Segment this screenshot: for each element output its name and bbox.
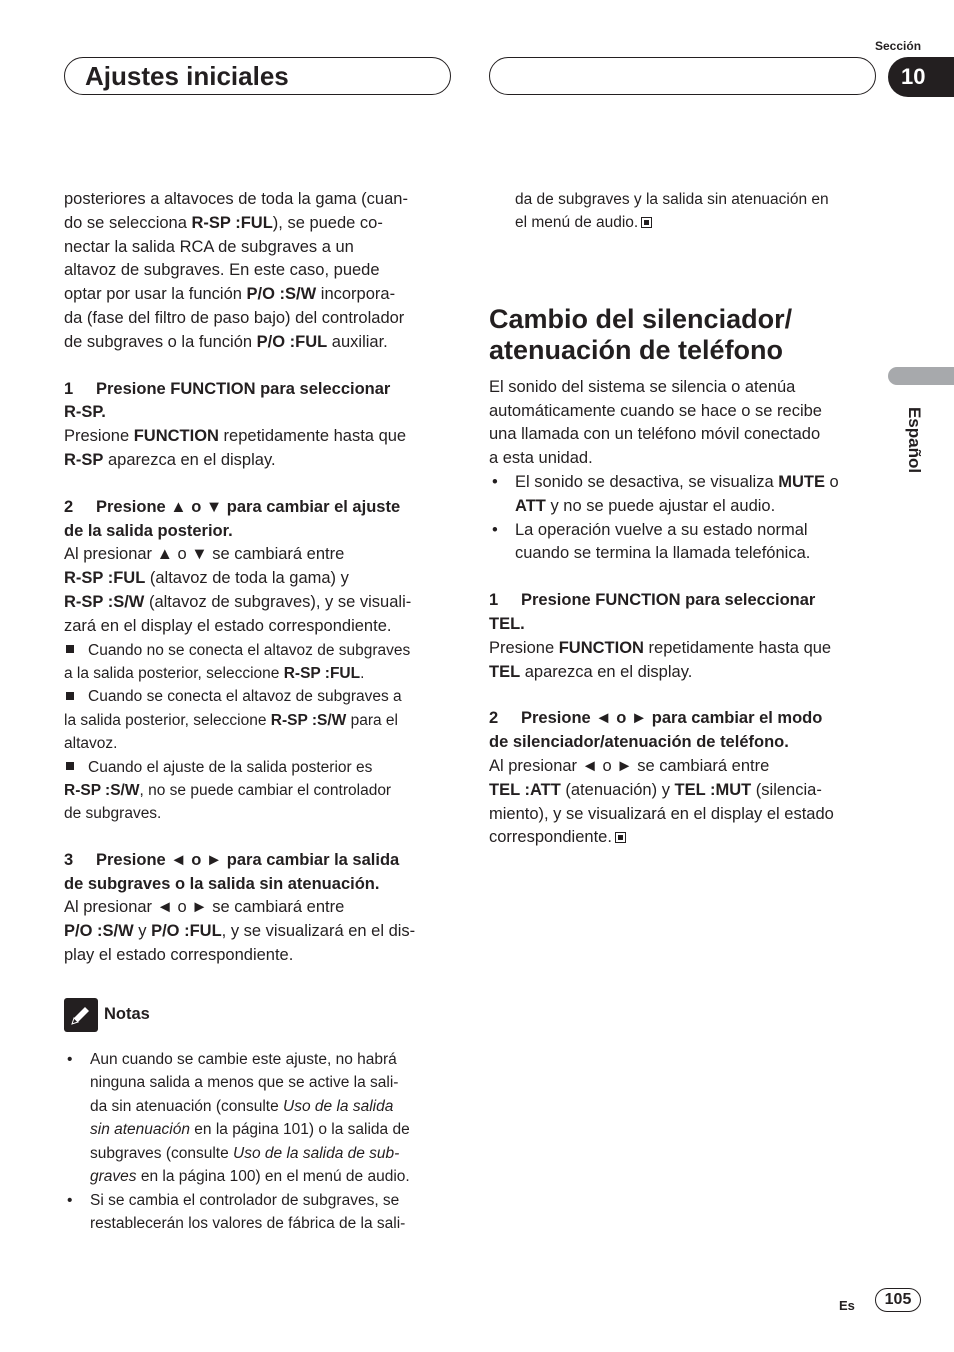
pencil-note-icon xyxy=(64,998,98,1032)
step-3-heading: 3 Presione ◄ o ► para cambiar la salida de subgraves o la salida sin atenuación. xyxy=(64,850,400,893)
language-tab xyxy=(888,367,954,385)
sub-note-1: Cuando no se conecta el altavoz de subgraves a la salida posterior, seleccione R-SP :FUL. xyxy=(64,641,411,682)
left-column xyxy=(64,188,452,1236)
step-1-heading: 1 Presione FUNCTION para seleccionar R-SP. xyxy=(64,379,391,422)
step-3-text: Al presionar ◄ o ► se cambiará entre P/O :S/W y P/O :FUL, y se visualizará en el dis- play el estado correspondiente. xyxy=(64,898,416,964)
square-bullet-icon xyxy=(66,762,74,770)
notes-label: Notas xyxy=(104,1004,150,1023)
sub-note-3: Cuando el ajuste de la salida posterior es R-SP :S/W, no se puede cambiar el controlador de subgraves. xyxy=(64,758,392,823)
tel-step-1-text: Presione FUNCTION repetidamente hasta que TEL aparezca en el display. xyxy=(489,638,832,681)
end-mark-icon xyxy=(641,217,652,228)
section-number-badge: 10 xyxy=(888,57,954,97)
tel-step-2-heading: 2 Presione ◄ o ► para cambiar el modo de silenciador/atenuación de teléfono. xyxy=(489,709,823,752)
square-bullet-icon xyxy=(66,645,74,653)
header-frame-right xyxy=(489,57,876,95)
end-mark-icon xyxy=(615,832,626,843)
intro-paragraph: posteriores a altavoces de toda la gama (cuan- do se selecciona R-SP :FUL), se puede co- nectar la salida RCA de subgraves a un altavoz de subgraves. En este caso, puede optar por usar la función P/O :S/W incorpora- da (fase del filtro de paso bajo) del controlador de subgraves o la función P/O :FUL auxiliar. xyxy=(64,190,408,351)
tel-step-1-heading: 1 Presione FUNCTION para seleccionar TEL. xyxy=(489,591,816,633)
footer-language: Es xyxy=(839,1298,855,1313)
step-2-heading: 2 Presione ▲ o ▼ para cambiar el ajuste de la salida posterior. xyxy=(64,497,401,540)
section-heading: Cambio del silenciador/ atenuación de teléfono xyxy=(489,303,793,365)
right-column xyxy=(489,188,879,850)
step-2-text: Al presionar ▲ o ▼ se cambiará entre R-SP :FUL (altavoz de toda la gama) y R-SP :S/W (altavoz de subgraves), y se visuali- zará en el display el estado correspondiente. xyxy=(64,545,412,635)
square-bullet-icon xyxy=(66,692,74,700)
bullet-item-2: • La operación vuelve a su estado normal cuando se termina la llamada telefónica. xyxy=(489,519,879,567)
section-label: Sección xyxy=(875,39,922,53)
notes-header xyxy=(64,998,452,1032)
continued-note: da de subgraves y la salida sin atenuación en el menú de audio. xyxy=(515,191,829,232)
note-item-2: • Si se cambia el controlador de subgraves, se restablecerán los valores de fábrica de la sali- xyxy=(64,1189,452,1236)
tel-step-2-text: Al presionar ◄ o ► se cambiará entre TEL :ATT (atenuación) y TEL :MUT (silencia- miento), y se visualizará en el display el estado correspondiente. xyxy=(489,756,834,847)
section-intro: El sonido del sistema se silencia o atenúa automáticamente cuando se hace o se recibe una llamada con un teléfono móvil conectado a esta unidad. xyxy=(489,377,822,468)
step-1-text: Presione FUNCTION repetidamente hasta que R-SP aparezca en el display. xyxy=(64,427,407,469)
note-item-1: • Aun cuando se cambie este ajuste, no habrá ninguna salida a menos que se active la sali- da sin atenuación (consulte Uso de la salida sin atenuación en la página 101) o la salida de subgraves (consulte Uso de la salida de sub- graves en la página 100) en el menú de audio. xyxy=(64,1048,452,1189)
page-number: 105 xyxy=(875,1288,921,1312)
page-title: Ajustes iniciales xyxy=(85,61,289,91)
bullet-item-1: • El sonido se desactiva, se visualiza MUTE o ATT y no se puede ajustar el audio. xyxy=(489,471,879,519)
notes-list xyxy=(64,1048,452,1236)
sub-note-2: Cuando se conecta el altavoz de subgraves a la salida posterior, seleccione R-SP :S/W para el altavoz. xyxy=(64,688,402,753)
language-label: Español xyxy=(905,406,924,474)
